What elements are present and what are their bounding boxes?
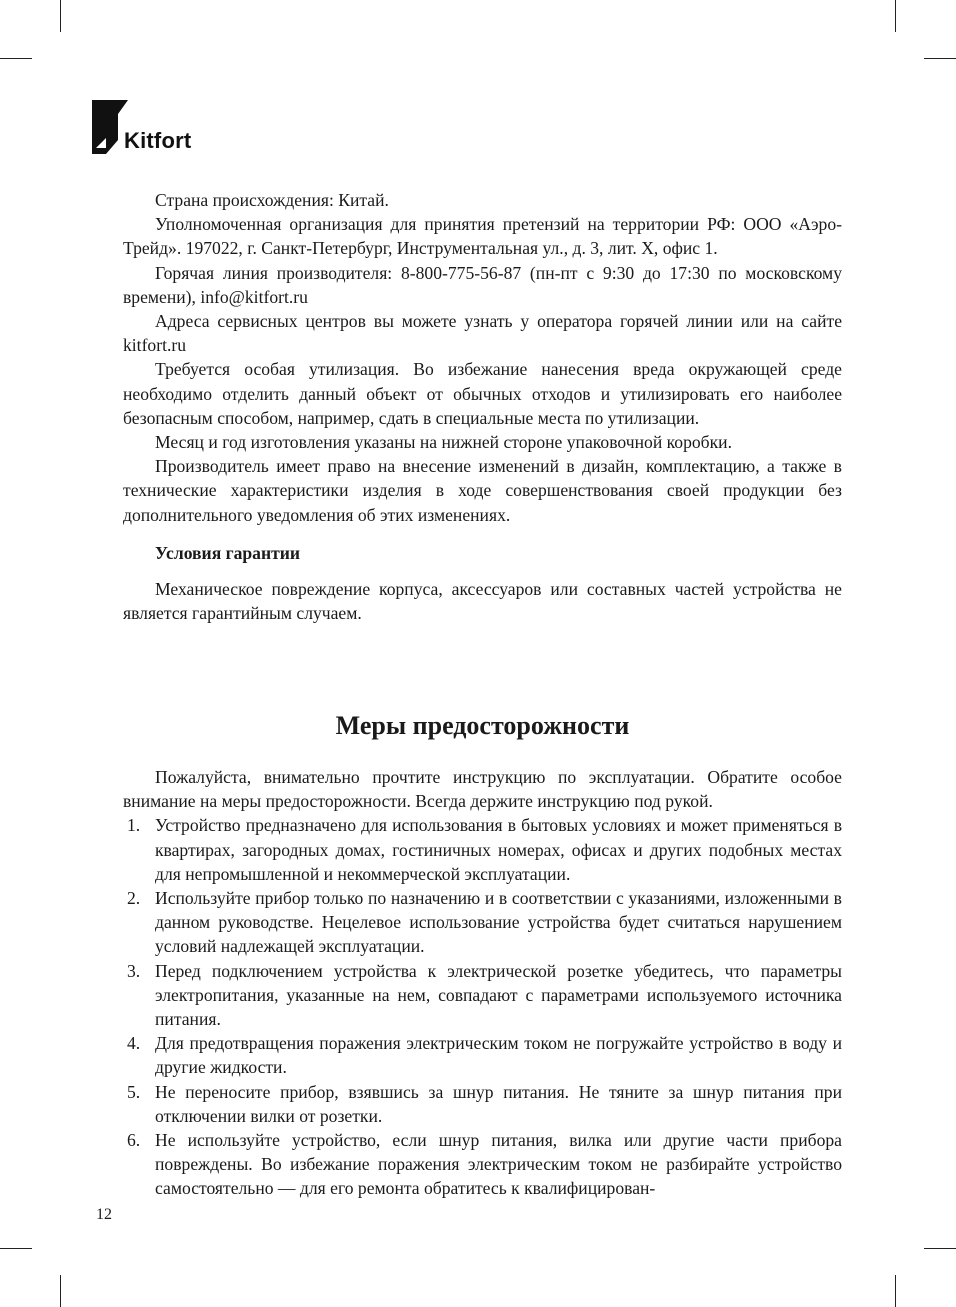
page-number: 12 <box>96 1206 112 1223</box>
safety-intro: Пожалуйста, внимательно прочтите инструкцию по эксплуатации. Обратите особое внимание на меры предосторожности. Всегда держите инструкцию под рукой. <box>123 767 842 812</box>
intro-section <box>123 188 842 625</box>
list-item-text: Перед подключением устройства к электрической розетке убедитесь, что параметры электропитания, указанные на нем, совпадают с параметрами используемого источника питания. <box>155 960 842 1030</box>
list-item <box>123 959 842 1032</box>
warranty-text: Механическое повреждение корпуса, аксессуаров или составных частей устройства не является гарантийным случаем. <box>123 579 842 624</box>
crop-mark-bottom-left-h <box>0 1248 32 1249</box>
safety-section <box>123 765 842 1201</box>
warranty-title: Условия гарантии <box>155 542 301 563</box>
kitfort-logo-text: Kitfort <box>124 128 192 153</box>
paragraph-authorized-org: Уполномоченная организация для принятия претензий на территории РФ: ООО «Аэро-Трейд». 197022, г. Санкт-Петербург, Инструментальная ул., д. 3, лит. Х, офис 1. <box>123 214 842 259</box>
crop-mark-top-left-h <box>0 58 32 59</box>
list-item-text: Используйте прибор только по назначению и в соответствии с указаниями, изложенными в данном руководстве. Нецелевое использование устройства будет считаться нарушением условий надлежащей эксплуатации. <box>155 888 842 957</box>
list-item-number: 6. <box>127 1130 141 1151</box>
paragraph-manufacture-date: Месяц и год изготовления указаны на нижней стороне упаковочной коробки. <box>155 432 732 453</box>
crop-mark-top-right <box>895 0 896 32</box>
crop-mark-bottom-right-h <box>924 1248 956 1249</box>
paragraph-disposal: Требуется особая утилизация. Во избежание нанесения вреда окружающей среде необходимо отделить данный объект от обычных отходов и утилизировать его наиболее безопасным способом, например, сдать в специальные места по утилизации. <box>123 359 842 428</box>
list-item-number: 1. <box>127 815 141 836</box>
crop-mark-bottom-right <box>895 1275 896 1307</box>
list-item-number: 2. <box>127 888 141 909</box>
crop-mark-top-left <box>60 0 61 32</box>
paragraph-manufacturer-rights: Производитель имеет право на внесение изменений в дизайн, комплектацию, а также в технические характеристики изделия в ходе совершенствования своей продукции без дополнительного уведомления об этих изменениях. <box>123 456 842 525</box>
list-item <box>123 886 842 959</box>
list-item-number: 3. <box>127 960 141 981</box>
paragraph-origin: Страна происхождения: Китай. <box>155 190 389 210</box>
list-item-text: Устройство предназначено для использования в бытовых условиях и может применяться в квартирах, загородных домах, гостиничных номерах, офисах и других подобных местах для непромышленной и некоммерческой эксплуатации. <box>155 815 842 884</box>
paragraph-service-centers: Адреса сервисных центров вы можете узнать у оператора горячей линии или на сайте kitfort.ru <box>123 311 842 356</box>
list-item-text: Не переносите прибор, взявшись за шнур питания. Не тяните за шнур питания при отключении вилки от розетки. <box>155 1081 842 1126</box>
crop-mark-top-right-h <box>924 58 956 59</box>
paragraph-hotline: Горячая линия производителя: 8-800-775-56-87 (пн-пт с 9:30 до 17:30 по московскому времени), info@kitfort.ru <box>123 262 842 307</box>
list-item <box>123 1128 842 1201</box>
safety-list <box>123 813 842 1200</box>
list-item-text: Не используйте устройство, если шнур питания, вилка или другие части прибора повреждены. Во избежание поражения электрическим током не разбирайте устройство самостоятельно — для его ремонта обратитесь к квалифицирован- <box>155 1130 842 1199</box>
list-item <box>123 813 842 886</box>
list-item <box>123 1080 842 1128</box>
list-item-number: 4. <box>127 1033 141 1054</box>
list-item <box>123 1031 842 1079</box>
safety-title: Меры предосторожности <box>335 711 630 740</box>
crop-mark-bottom-left <box>60 1275 61 1307</box>
list-item-number: 5. <box>127 1081 141 1102</box>
list-item-text: Для предотвращения поражения электрическим током не погружайте устройство в воду и другие жидкости. <box>155 1033 842 1078</box>
